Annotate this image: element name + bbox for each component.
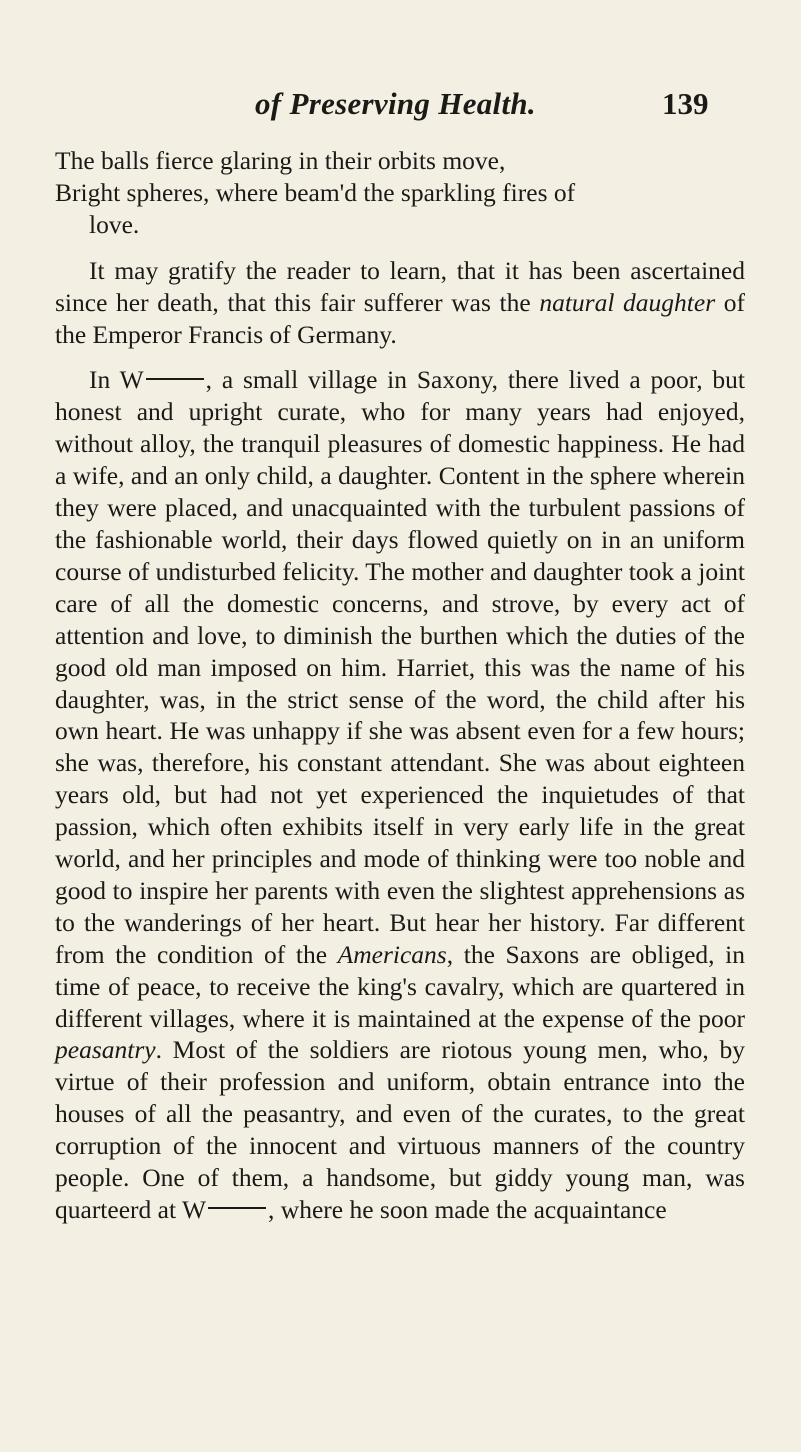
body-text: [55, 145, 745, 1226]
emphasis: peasantry: [55, 1035, 156, 1065]
text-run: In W: [89, 365, 144, 395]
text-run: , the Saxons are obliged, in time of peace, to receive the king's cavalry, which are quartered in different villages, where it is maintained at the expense of the poor: [55, 939, 745, 1033]
text-run: , a small village in Saxony, there lived a poor, but honest and upright curate, who for many years had enjoyed, without alloy, the tranquil pleasures of domestic happiness. He had a wife, and an only child, a daughter. Content in the sphere wherein they were placed, and unacquainted with the turbulent passions of the fashionable world, their days flowed quietly on in an uniform course of undisturbed felicity. The mother and daughter took a joint care of all the domestic concerns, and strove, by every act of attention and love, to diminish the burthen which the duties of the good old man imposed on him. Harriet, this was the name of his daughter, was, in the strict sense of the word, the child after his own heart. He was unhappy if she was absent even for a few hours; she was, therefore, his constant attendant. She was about eighteen years old, but had not yet experienced the inquietudes of that passion, which often exhibits itself in very early life in the great world, and her principles and mode of thinking were too noble and good to inspire her parents with even the slightest apprehensions as to the wanderings of her heart. But hear her history. Far different from the condition of the: [55, 365, 745, 969]
verse-line: The balls fierce glaring in their orbits move,: [55, 146, 506, 175]
running-head-title: of Preserving Health.: [255, 86, 536, 121]
elision-dash: [146, 378, 204, 380]
text-run: . Most of the soldiers are riotous young men, who, by virtue of their profession and uniform, obtain entrance into the houses of all the peasantry, and even of the curates, to the great corruption of the innocent and virtuous manners of the country people. One of them, a handsome, but giddy young man, was quarteerd at W: [55, 1035, 745, 1224]
text-run: It may gratify the reader to learn, that it has been ascertained since her death, that this fair sufferer was the: [55, 255, 745, 317]
text-run: , where he soon made the acquaintance: [268, 1195, 667, 1224]
verse-quotation: [55, 145, 745, 241]
emphasis: natural daughter: [539, 287, 716, 317]
paragraph: [55, 364, 745, 1225]
running-head: [0, 86, 801, 126]
verse-line: love.: [89, 209, 140, 239]
text-run: of the Emperor Francis of Germany.: [55, 287, 745, 349]
verse-line: Bright spheres, where beam'd the sparkling fires of: [55, 177, 576, 207]
elision-dash: [208, 1207, 266, 1209]
emphasis: Americans: [337, 939, 447, 969]
paragraph: [55, 255, 745, 351]
page-number: 139: [662, 86, 709, 121]
